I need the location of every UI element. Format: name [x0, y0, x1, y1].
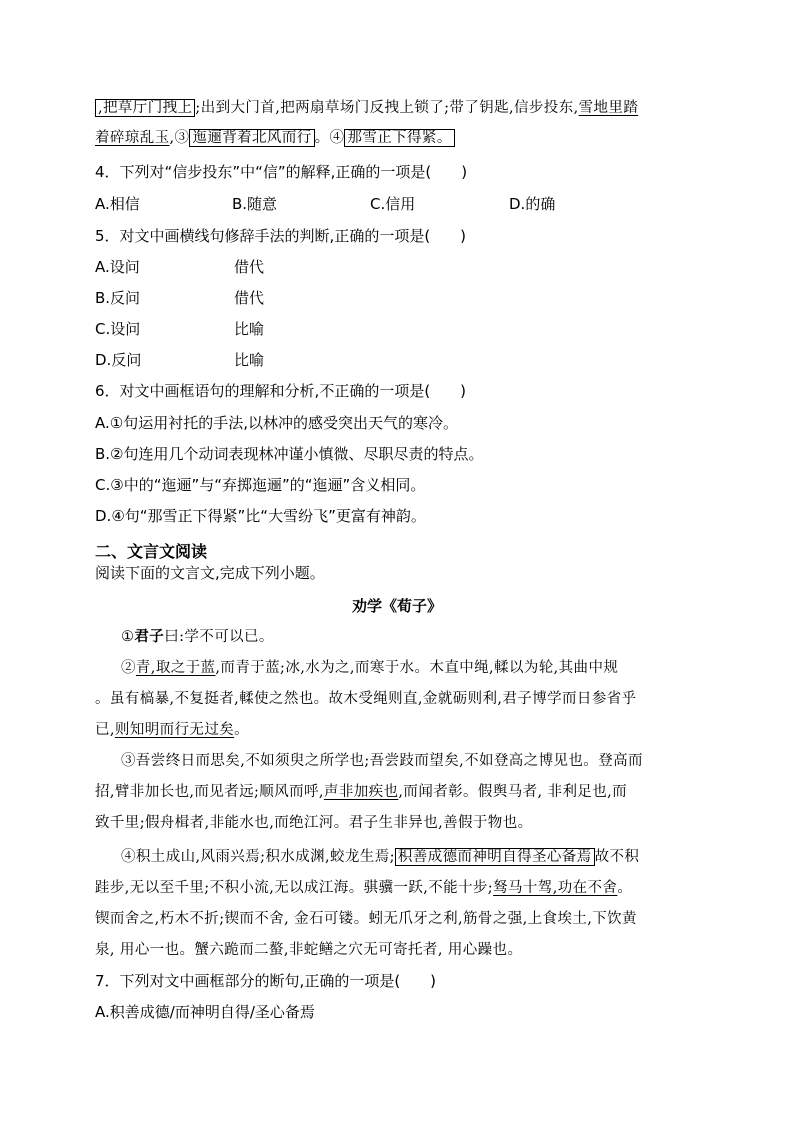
underlined-sentence: 雪地里踏 — [578, 100, 639, 116]
option-label: D.反问 — [95, 351, 142, 369]
marker-4: 。④ — [314, 130, 345, 146]
marker-1: ① — [121, 629, 135, 645]
question-5-option-c — [95, 318, 395, 340]
text-para-2-line-2: 。虽有槁暴,不复挺者,輮使之然也。故木受绳则直,金就砺则利,君子博学而日参省乎 — [95, 691, 637, 707]
text-span: 故不积 — [594, 849, 640, 865]
question-5-option-b — [95, 287, 395, 309]
section-heading: 二、文言文阅读 — [95, 542, 208, 561]
option-b: B.随意 — [232, 195, 278, 213]
text-para-4-line-2 — [95, 877, 632, 899]
text-span: 已, — [95, 722, 115, 738]
passage-line-1 — [95, 97, 638, 119]
text-span: 招,臂非加长也,而见者远;顺风而呼, — [95, 784, 324, 800]
text-span: 。 — [234, 722, 250, 738]
text-para-4-line-4: 泉, 用心一也。蟹六跪而二螯,非蛇鳝之穴无可寄托者, 用心躁也。 — [95, 942, 523, 958]
underlined-phrase: 青,取之于蓝 — [135, 660, 216, 676]
underlined-phrase: 则知明而行无过矣 — [114, 722, 235, 738]
option-c: C.信用 — [370, 195, 416, 213]
text-para-2-line-1 — [121, 657, 618, 679]
marker-2: ② — [121, 660, 136, 676]
text-span: 跬步,无以至千里;不积小流,无以成江海。骐骥一跃,不能十步; — [95, 880, 494, 896]
framed-phrase: 积善成德而神明自得圣心备焉 — [395, 848, 595, 866]
question-6-option-a: A.①句运用衬托的手法,以林冲的感受突出天气的寒冷。 — [95, 414, 458, 432]
marker-3: ,③ — [169, 130, 190, 146]
question-6-option-b: B.②句连用几个动词表现林冲谨小慎微、尽职尽责的特点。 — [95, 445, 484, 463]
text-span: 曰:学不可以已。 — [164, 629, 274, 645]
framed-sentence-1: ,把草厅门拽上 — [95, 99, 195, 117]
text-para-4-line-3: 锲而舍之,朽木不折;锲而不舍, 金石可镂。蚓无爪牙之利,筋骨之强,上食埃土,下饮黄 — [95, 911, 637, 927]
option-value: 借代 — [234, 289, 265, 307]
question-4-options — [95, 193, 715, 215]
question-5-option-d — [95, 349, 395, 371]
framed-sentence-3: 迤逦背着北风而行 — [189, 129, 314, 147]
option-value: 比喻 — [234, 320, 265, 338]
option-a: A.相信 — [95, 195, 140, 213]
underlined-phrase: 驽马十驾,功在不舍 — [493, 880, 618, 896]
question-7-stem: 7．下列对文中画框部分的断句,正确的一项是( ) — [95, 972, 437, 990]
question-4-stem: 4．下列对“信步投东”中“信”的解释,正确的一项是( ) — [95, 163, 468, 181]
text-para-3-line-2 — [95, 781, 627, 803]
bold-word: 君子 — [134, 628, 165, 645]
option-label: C.设问 — [95, 320, 141, 338]
passage-line-2 — [95, 127, 455, 149]
text-para-3-line-1: ③吾尝终日而思矣,不如须臾之所学也;吾尝跂而望矣,不如登高之博见也。登高而 — [121, 753, 643, 769]
option-label: A.设问 — [95, 258, 140, 276]
text-para-2-line-3 — [95, 719, 249, 741]
text-span: 。 — [617, 880, 633, 896]
option-value: 比喻 — [234, 351, 265, 369]
passage-title: 劝学《荀子》 — [351, 597, 442, 615]
text-span: ,而闻者彰。假舆马者, 非利足也,而 — [398, 784, 628, 800]
option-d: D.的确 — [509, 195, 556, 213]
question-7-option-a: A.积善成德/而神明自得/圣心备焉 — [95, 1003, 315, 1021]
section-instruction: 阅读下面的文言文,完成下列小题。 — [95, 564, 325, 582]
text-para-3-line-3: 致千里;假舟楫者,非能水也,而绝江河。君子生非异也,善假于物也。 — [95, 815, 533, 831]
question-5-option-a — [95, 256, 395, 278]
question-6-stem: 6．对文中画框语句的理解和分析,不正确的一项是( ) — [95, 382, 467, 400]
underlined-sentence-cont: 着碎琼乱玉 — [95, 130, 170, 146]
text-para-1 — [121, 626, 274, 648]
question-6-option-d: D.④句“那雪正下得紧”比“大雪纷飞”更富有神韵。 — [95, 507, 426, 525]
text-span: ④积土成山,风雨兴焉;积水成渊,蛟龙生焉; — [121, 849, 395, 865]
passage-text: ;出到大门首,把两扇草场门反拽上锁了;带了钥匙,信步投东, — [195, 100, 579, 116]
question-5-stem: 5．对文中画横线句修辞手法的判断,正确的一项是( ) — [95, 227, 467, 245]
option-label: B.反问 — [95, 289, 141, 307]
option-value: 借代 — [234, 258, 265, 276]
text-para-4-line-1 — [121, 846, 639, 868]
framed-sentence-4: 那雪正下得紧。 — [344, 129, 454, 147]
question-6-option-c: C.③中的“迤逦”与“弃掷迤逦”的“迤逦”含义相同。 — [95, 476, 426, 494]
underlined-phrase: 声非加疾也 — [323, 784, 399, 800]
text-span: ,而青于蓝;冰,水为之,而寒于水。木直中绳,輮以为轮,其曲中规 — [215, 660, 619, 676]
